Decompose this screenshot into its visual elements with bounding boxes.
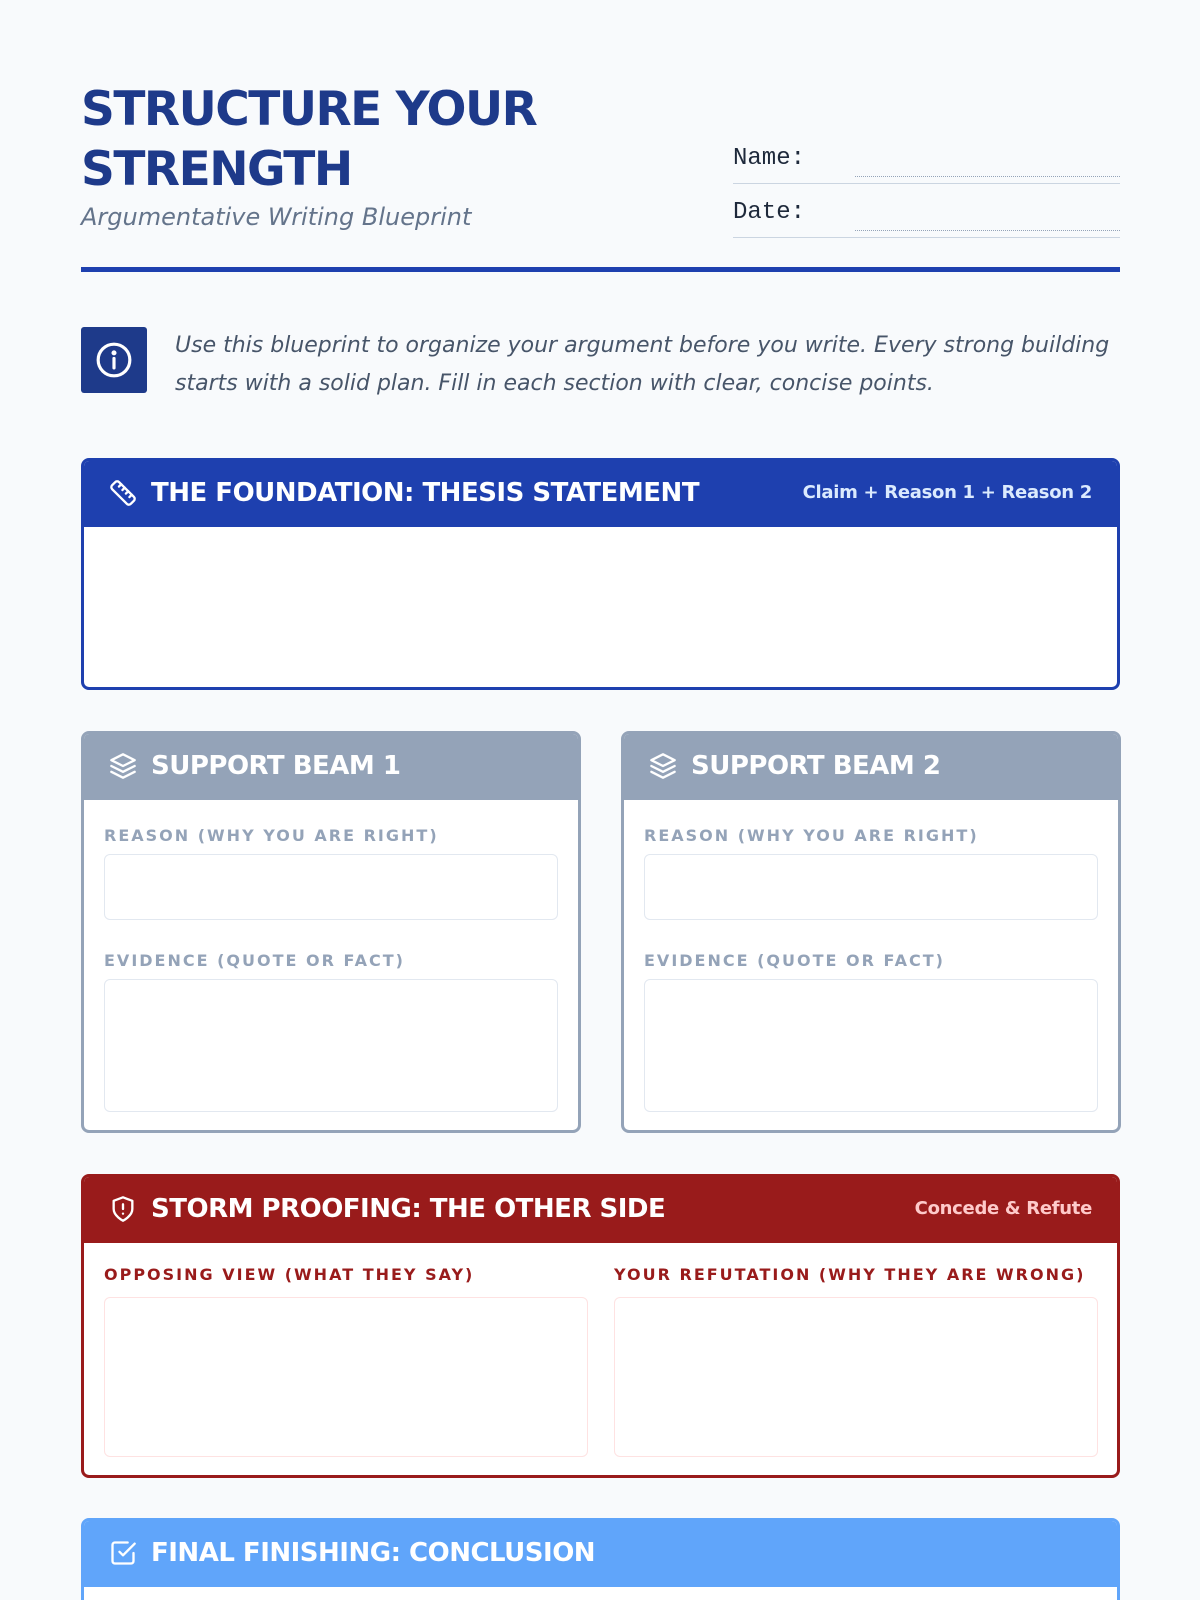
storm-proofing-header — [81, 1174, 1120, 1243]
beam-2-evidence-field[interactable] — [644, 979, 1098, 1112]
beam-1-evidence-label: EVIDENCE (QUOTE OR FACT) — [104, 951, 405, 970]
storm-proofing-card — [81, 1174, 1120, 1478]
opposing-view-label: OPPOSING VIEW (WHAT THEY SAY) — [104, 1265, 475, 1284]
student-info — [733, 134, 1120, 238]
intro-note — [81, 327, 1120, 407]
thesis-card — [81, 458, 1120, 690]
date-label: Date: — [733, 199, 806, 226]
page-title-line-1: STRUCTURE YOUR — [81, 82, 537, 137]
opposing-view-field[interactable] — [104, 1297, 588, 1457]
storm-proofing-hint: Concede & Refute — [914, 1198, 1092, 1219]
conclusion-title: FINAL FINISHING: CONCLUSION — [151, 1537, 596, 1568]
name-label: Name: — [733, 145, 806, 172]
thesis-card-title: THE FOUNDATION: THESIS STATEMENT — [151, 477, 700, 508]
storm-proofing-title: STORM PROOFING: THE OTHER SIDE — [151, 1193, 666, 1224]
header-divider — [81, 267, 1120, 272]
support-beam-2-card — [621, 731, 1121, 1133]
date-field[interactable] — [855, 230, 1120, 231]
thesis-card-header — [81, 458, 1120, 527]
ruler-icon — [109, 479, 137, 507]
name-field[interactable] — [855, 176, 1120, 177]
thesis-card-hint: Claim + Reason 1 + Reason 2 — [802, 482, 1092, 503]
conclusion-header — [81, 1518, 1120, 1587]
support-beam-2-header — [621, 731, 1121, 800]
page-title-line-2: STRENGTH — [81, 142, 352, 197]
beam-1-reason-label: REASON (WHY YOU ARE RIGHT) — [104, 826, 439, 845]
beam-2-reason-field[interactable] — [644, 854, 1098, 920]
beam-2-reason-label: REASON (WHY YOU ARE RIGHT) — [644, 826, 979, 845]
beam-1-evidence-field[interactable] — [104, 979, 558, 1112]
layers-icon — [109, 752, 137, 780]
shield-alert-icon — [109, 1195, 137, 1223]
worksheet-header — [81, 80, 1120, 274]
beam-1-reason-field[interactable] — [104, 854, 558, 920]
refutation-label: YOUR REFUTATION (WHY THEY ARE WRONG) — [614, 1265, 1086, 1284]
support-beam-1-title: SUPPORT BEAM 1 — [151, 750, 401, 781]
support-beam-1-card — [81, 731, 581, 1133]
layers-icon — [649, 752, 677, 780]
date-row — [733, 184, 1120, 238]
support-beam-2-title: SUPPORT BEAM 2 — [691, 750, 941, 781]
conclusion-card — [81, 1518, 1120, 1600]
refutation-field[interactable] — [614, 1297, 1098, 1457]
page-title — [81, 80, 641, 200]
beam-2-evidence-label: EVIDENCE (QUOTE OR FACT) — [644, 951, 945, 970]
support-beam-1-header — [81, 731, 581, 800]
check-square-icon — [109, 1539, 137, 1567]
page-subtitle: Argumentative Writing Blueprint — [81, 203, 472, 231]
intro-text: Use this blueprint to organize your argument before you write. Every strong building starts with a solid plan. Fill in each section with clear, concise points. — [175, 333, 1110, 396]
info-icon — [81, 327, 147, 393]
name-row — [733, 134, 1120, 184]
